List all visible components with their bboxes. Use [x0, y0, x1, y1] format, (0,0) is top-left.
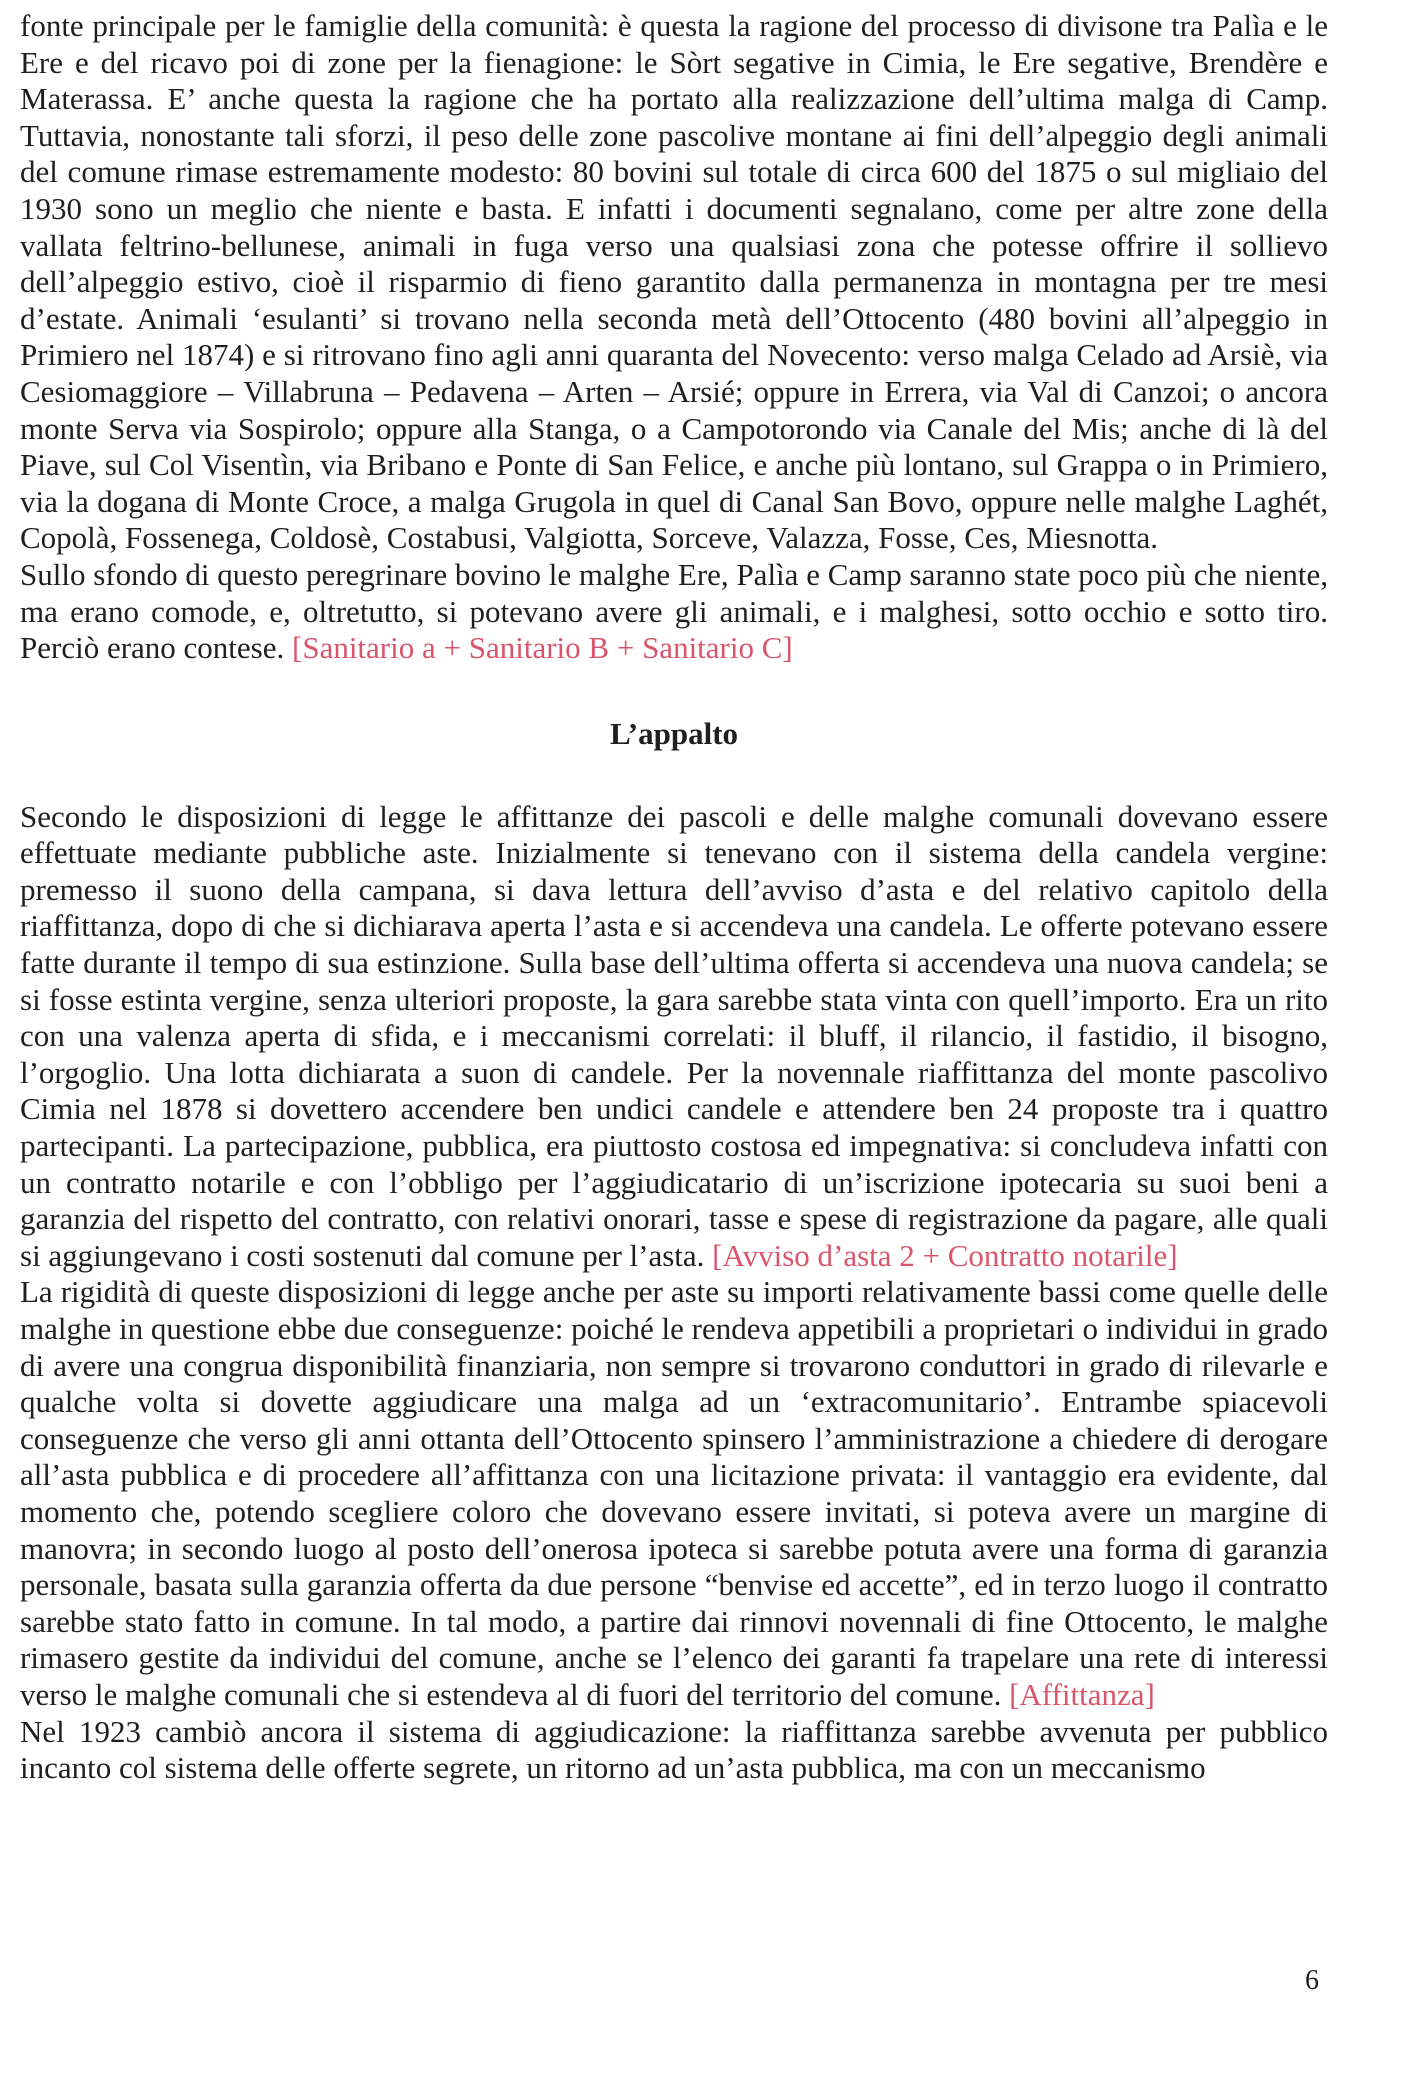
- paragraph-1-text: fonte principale per le famiglie della comunità: è questa la ragione del processo di divisone tra Palìa e le Ere e del ricavo poi di zone per la fienagione: le Sòrt segative in Cimia, le Ere segative, Brendère e Materassa. E’ anche questa la ragione che ha portato alla realizzazione dell’ultima malga di Camp. Tuttavia, nonostante tali sforzi, il peso delle zone pascolive montane ai fini dell’alpeggio degli animali del comune rimase estremamente modesto: 80 bovini sul totale di circa 600 del 1875 o sul migliaio del 1930 sono un meglio che niente e basta. E infatti i documenti segnalano, come per altre zone della vallata feltrino-bellunese, animali in fuga verso una qualsiasi zona che potesse offrire il sollievo dell’alpeggio estivo, cioè il risparmio di fieno garantito dalla permanenza in montagna per tre mesi d’estate. Animali ‘esulanti’ si trovano nella seconda metà dell’Ottocento (480 bovini all’alpeggio in Primiero nel 1874) e si ritrovano fino agli anni quaranta del Novecento: verso malga Celado ad Arsiè, via Cesiomaggiore – Villabruna – Pedavena – Arten – Arsié; oppure in Errera, via Val di Canzoi; o ancora monte Serva via Sospirolo; oppure alla Stanga, o a Campotorondo via Canale del Mis; anche di là del Piave, sul Col Visentìn, via Bribano e Ponte di San Felice, e anche più lontano, sul Grappa o in Primiero, via la dogana di Monte Croce, a malga Grugola in quel di Canal San Bovo, oppure nelle malghe Laghét, Copolà, Fossenega, Coldosè, Costabusi, Valgiotta, Sorceve, Valazza, Fosse, Ces, Miesnotta.: [20, 8, 1328, 556]
- sanitario-link[interactable]: [Sanitario a + Sanitario B + Sanitario C]: [292, 630, 793, 666]
- page-number: 6: [1305, 1965, 1319, 1996]
- paragraph-2-text: Sullo sfondo di questo peregrinare bovino le malghe Ere, Palìa e Camp saranno state poco più che niente, ma erano comode, e, oltretutto, si potevano avere gli animali, e i malghesi, sotto occhio e sotto tiro. Perciò erano contese.: [20, 556, 1328, 666]
- paragraph-3-text: Secondo le disposizioni di legge le affittanze dei pascoli e delle malghe comunali dovevano essere effettuate mediante pubbliche aste. Inizialmente si tenevano con il sistema della candela vergine: premesso il suono della campana, si dava lettura dell’avviso d’asta e del relativo capitolo della riaffittanza, dopo di che si dichiarava aperta l’asta e si accendeva una candela. Le offerte potevano essere fatte durante il tempo di sua estinzione. Sulla base dell’ultima offerta si accendeva una nuova candela; se si fosse estinta vergine, senza ulteriori proposte, la gara sarebbe stata vinta con quell’importo. Era un rito con una valenza aperta di sfida, e i meccanismi correlati: il bluff, il rilancio, il fastidio, il bisogno, l’orgoglio. Una lotta dichiarata a suon di candele. Per la novennale riaffittanza del monte pascolivo Cimia nel 1878 si dovettero accendere ben undici candele e attendere ben 24 proposte tra i quattro partecipanti. La partecipazione, pubblica, era piuttosto costosa ed impegnativa: si concludeva infatti con un contratto notarile e con l’obbligo per l’aggiudicatario di un’iscrizione ipotecaria su suoi beni a garanzia del rispetto del contratto, con relativi onorari, tasse e spese di registrazione da pagare, alle quali si aggiungevano i costi sostenuti dal comune per l’asta.: [20, 798, 1328, 1273]
- paragraph-5: [20, 1714, 1328, 1787]
- paragraph-5-text: Nel 1923 cambiò ancora il sistema di aggiudicazione: la riaffittanza sarebbe avvenuta per pubblico incanto col sistema delle offerte segrete, un ritorno ad un’asta pubblica, ma con un meccanismo: [20, 1713, 1328, 1786]
- paragraph-4: [20, 1274, 1328, 1713]
- avviso-asta-link[interactable]: [Avviso d’asta 2 + Contratto notarile]: [712, 1237, 1178, 1273]
- affittanza-link[interactable]: [Affittanza]: [1009, 1676, 1155, 1712]
- section-heading: L’appalto: [609, 715, 739, 751]
- paragraph-3: [20, 799, 1328, 1275]
- document-page: [20, 8, 1328, 1787]
- paragraph-1: [20, 8, 1328, 557]
- paragraph-4-text: La rigidità di queste disposizioni di legge anche per aste su importi relativamente bassi come quelle delle malghe in questione ebbe due conseguenze: poiché le rendeva appetibili a proprietari o individui in grado di avere una congrua disponibilità finanziaria, non sempre si trovarono conduttori in grado di rilevarle e qualche volta si dovette aggiudicare una malga ad un ‘extracomunitario’. Entrambe spiacevoli conseguenze che verso gli anni ottanta dell’Ottocento spinsero l’amministrazione a chiedere di derogare all’asta pubblica e di procedere all’affittanza con una licitazione privata: il vantaggio era evidente, dal momento che, potendo scegliere coloro che dovevano essere invitati, si poteva avere un margine di manovra; in secondo luogo al posto dell’onerosa ipoteca si sarebbe potuta avere una forma di garanzia personale, basata sulla garanzia offerta da due persone “benvise ed accette”, ed in terzo luogo il contratto sarebbe stato fatto in comune. In tal modo, a partire dai rinnovi novennali di fine Ottocento, le malghe rimasero gestite da individui del comune, anche se l’elenco dei garanti fa trapelare una rete di interessi verso le malghe comunali che si estendeva al di fuori del territorio del comune.: [20, 1274, 1328, 1712]
- paragraph-2: [20, 557, 1328, 667]
